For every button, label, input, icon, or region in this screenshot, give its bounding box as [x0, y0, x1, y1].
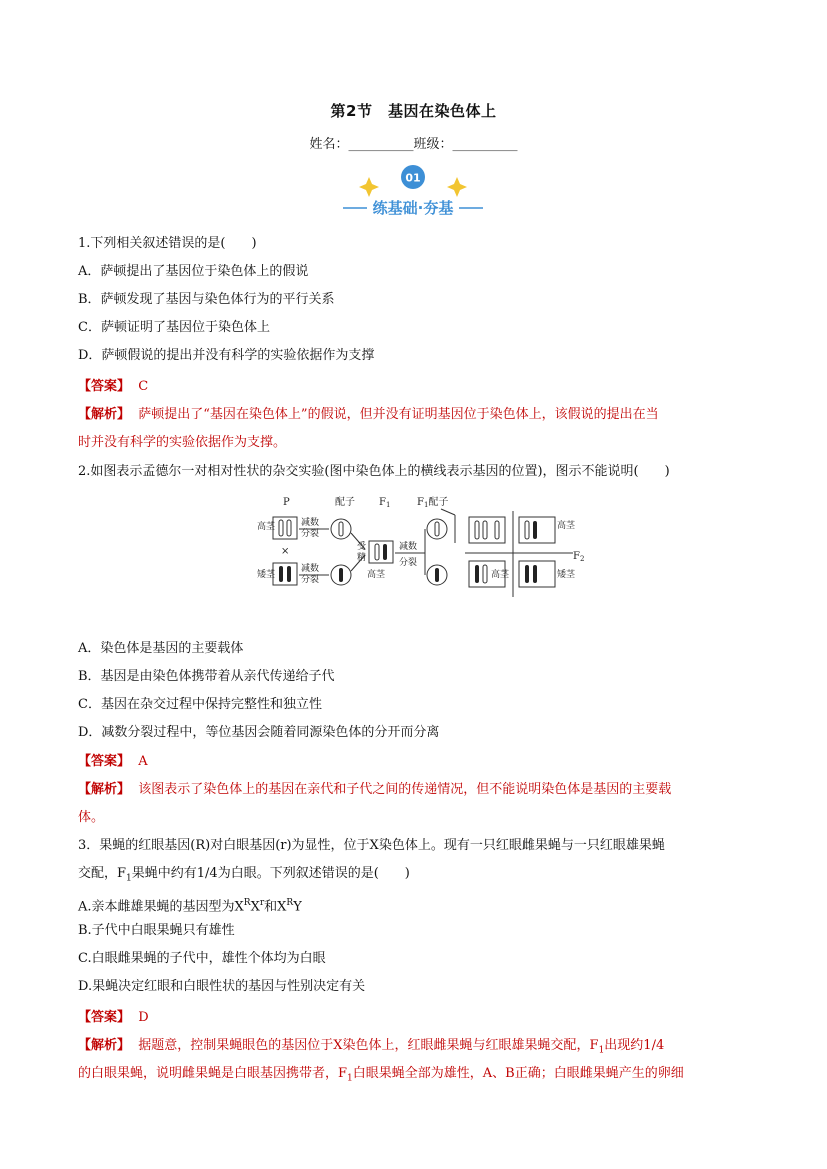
answer-tag: 【答案】: [78, 379, 131, 394]
label-f1g-main: F: [417, 497, 424, 508]
q2-option-c: C．基因在杂交过程中保持完整性和独立性: [78, 697, 322, 712]
label-f1g-text: 配子: [428, 497, 449, 508]
q1-answer-value: C: [138, 379, 149, 394]
q1-answer: [78, 377, 148, 397]
section-banner-label: 练基础·夯基: [372, 199, 454, 217]
q3-opt-a-pre: A.亲本雌雄果蝇的基因型为X: [78, 899, 244, 915]
q3-analysis-sub-1: 1: [598, 1045, 605, 1056]
label-p: P: [283, 497, 290, 508]
label-f1-sub: 1: [385, 501, 391, 509]
p-dwarf-text: 矮茎: [257, 570, 276, 580]
q1-stem: 1.下列相关叙述错误的是( ): [78, 236, 257, 251]
name-label: 姓名：: [309, 137, 349, 152]
q3-stem-line-2: [78, 864, 410, 889]
q1-analysis-line-2: 时并没有科学的实验依据作为支撑。: [78, 435, 287, 450]
q3-analysis-1b: 出现约1/4: [604, 1038, 665, 1053]
meiosis-top-1: 减数: [301, 518, 320, 528]
q2-analysis-line-2: 体。: [78, 810, 105, 825]
q3-option-d: D.果蝇决定红眼和白眼性状的基因与性别决定有关: [78, 979, 366, 994]
q3-sup-3: R: [286, 898, 294, 908]
q2-answer-value: A: [138, 754, 148, 769]
class-blank[interactable]: __________: [452, 137, 518, 152]
section-number: 01: [405, 171, 421, 185]
q2-analysis-text-1: 该图表示了染色体上的基因在亲代和子代之间的传递情况，但不能说明染色体是基因的主要载: [138, 782, 672, 797]
q1-option-a: A．萨顿提出了基因位于染色体上的假说: [78, 264, 309, 279]
label-f1: [379, 497, 390, 509]
meiosis-f1-1: 减数: [399, 542, 418, 552]
q2-answer: [78, 752, 148, 772]
label-f2-main: F: [573, 551, 580, 562]
q1-analysis-line-1: [78, 405, 659, 425]
fert-1: 受: [357, 542, 367, 552]
q3-stem-sub: 1: [126, 873, 132, 884]
q3-sup-1: R: [243, 898, 251, 908]
q3-analysis-2b: 白眼果蝇全部为雄性，A、B正确；白眼雌果蝇产生的卵细: [352, 1066, 684, 1081]
p-cross: ×: [281, 546, 290, 557]
q3-stem-2a: 交配，F: [78, 866, 127, 881]
meiosis-top-2: 分裂: [301, 529, 320, 539]
meiosis-f1-2: 分裂: [399, 558, 418, 568]
answer-tag: 【答案】: [78, 1010, 131, 1025]
star-left-icon: [359, 177, 379, 197]
name-class-row: [0, 133, 827, 152]
meiosis-bot-1: 减数: [301, 564, 320, 574]
q1-option-c: C．萨顿证明了基因位于染色体上: [78, 320, 270, 335]
label-f1g-sub: 1: [423, 501, 429, 509]
q3-analysis-sub-2: 1: [347, 1073, 353, 1084]
q3-answer-value: D: [138, 1010, 149, 1025]
hybridization-diagram: [255, 493, 585, 601]
q3-stem-line-1: 3．果蝇的红眼基因(R)对白眼基因(r)为显性，位于X染色体上。现有一只红眼雌果蝇与一只红眼雄果蝇: [78, 838, 665, 853]
q3-analysis-1a: 据题意，控制果蝇眼色的基因位于X染色体上，红眼雌果蝇与红眼雄果蝇交配，F: [138, 1038, 599, 1053]
q3-option-c: C.白眼雌果蝇的子代中，雄性个体均为白眼: [78, 951, 326, 966]
q2-option-a: A．染色体是基因的主要载体: [78, 641, 244, 656]
meiosis-bot-2: 分裂: [301, 575, 320, 585]
section-banner: [343, 163, 483, 223]
q3-analysis-2a: 的白眼果蝇，说明雌果蝇是白眼基因携带者，F: [78, 1066, 348, 1081]
f2-dwarf: 矮茎: [557, 570, 576, 580]
q3-opt-a-mid: 和X: [264, 899, 287, 915]
name-blank[interactable]: __________: [348, 137, 414, 152]
q1-analysis-text-1: 萨顿提出了“基因在染色体上”的假说，但并没有证明基因位于染色体上，该假说的提出在当: [138, 407, 659, 422]
q1-option-b: B．萨顿发现了基因与染色体行为的平行关系: [78, 292, 335, 307]
p-tall-text: 高茎: [257, 522, 276, 532]
q2-analysis-line-1: [78, 780, 671, 800]
q3-analysis-line-1: [78, 1036, 664, 1061]
analysis-tag: 【解析】: [78, 407, 131, 422]
star-right-icon: [447, 177, 467, 197]
fert-2: 精: [357, 553, 367, 563]
analysis-tag: 【解析】: [78, 1038, 131, 1053]
q3-stem-2b: 果蝇中约有1/4为白眼。下列叙述错误的是( ): [131, 866, 410, 881]
q1-option-d: D．萨顿假说的提出并没有科学的实验依据作为支撑: [78, 348, 375, 363]
f2-tall-1: 高茎: [557, 521, 576, 531]
label-f2: [573, 551, 584, 563]
q3-opt-a-end: Y: [293, 899, 302, 915]
q2-option-d: D．减数分裂过程中，等位基因会随着同源染色体的分开而分离: [78, 725, 440, 740]
q3-sup-2: r: [259, 898, 265, 908]
answer-tag: 【答案】: [78, 754, 131, 769]
q2-option-b: B．基因是由染色体携带着从亲代传递给子代: [78, 669, 335, 684]
analysis-tag: 【解析】: [78, 782, 131, 797]
label-f2-sub: 2: [579, 555, 585, 563]
label-f1-gamete: [417, 496, 448, 509]
q3-option-b: B.子代中白眼果蝇只有雄性: [78, 923, 235, 938]
q3-answer: [78, 1008, 149, 1028]
page-title: 第2节 基因在染色体上: [330, 102, 497, 120]
f1-tall-label: 高茎: [367, 570, 386, 580]
q3-option-a: A.亲本雌雄果蝇的基因型为$X^RX^r$和$X^RY$: [78, 898, 302, 915]
q2-stem: 2.如图表示孟德尔一对相对性状的杂交实验(图中染色体上的横线表示基因的位置)，图示不能说明( ): [78, 464, 670, 479]
label-gamete: 配子: [335, 497, 355, 508]
label-f1-main: F: [379, 497, 386, 508]
f2-tall-2: 高茎: [491, 570, 510, 580]
q3-analysis-line-2: [78, 1064, 684, 1089]
class-label: 班级：: [413, 137, 453, 152]
